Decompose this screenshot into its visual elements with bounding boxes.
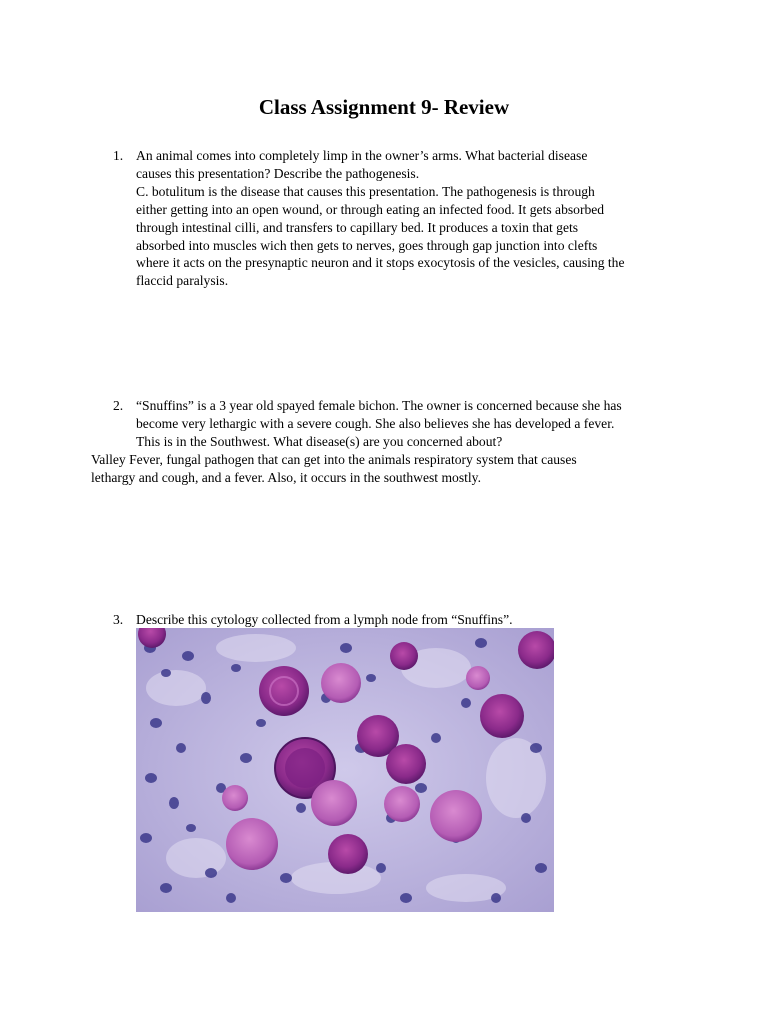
answer-text-line: either getting into an open wound, or through eating an infected food. It gets absorbed bbox=[136, 201, 605, 217]
answer-text-line: C. botulitum is the disease that causes this presentation. The pathogenesis is through bbox=[136, 183, 595, 199]
question-number: 1. bbox=[113, 148, 124, 163]
question-text-line: become very lethargic with a severe cough. She also believes she has developed a fever. bbox=[136, 415, 615, 431]
question-number: 2. bbox=[113, 398, 124, 413]
question-text-line: Describe this cytology collected from a lymph node from “Snuffins”. bbox=[136, 612, 513, 627]
question-text-line: “Snuffins” is a 3 year old spayed female bichon. The owner is concerned because she has bbox=[136, 398, 622, 413]
answer-text-line: absorbed into muscles wich then gets to nerves, goes through gap junction into clefts bbox=[136, 237, 598, 253]
answer-text-line: lethargy and cough, and a fever. Also, it occurs in the southwest mostly. bbox=[91, 469, 481, 485]
cytology-micrograph-svg bbox=[136, 628, 554, 912]
answer-text-line: Valley Fever, fungal pathogen that can get into the animals respiratory system that causes bbox=[91, 452, 577, 467]
answer-2 bbox=[91, 451, 711, 487]
answer-text-line: through intestinal cilli, and transfers to capillary bed. It produces a toxin that gets bbox=[136, 219, 579, 235]
answer-text-line: where it acts on the presynaptic neuron and it stops exocytosis of the vesicles, causing the bbox=[136, 255, 625, 271]
question-text-line: causes this presentation? Describe the pathogenesis. bbox=[136, 165, 420, 181]
question-text-line: This is in the Southwest. What disease(s) are you concerned about? bbox=[136, 433, 503, 449]
question-text-line: An animal comes into completely limp in the owner’s arms. What bacterial disease bbox=[136, 148, 588, 163]
question-number: 3. bbox=[113, 612, 124, 627]
cytology-image bbox=[136, 628, 554, 912]
page-title: Class Assignment 9- Review bbox=[258, 95, 510, 119]
answer-text-line: flaccid paralysis. bbox=[136, 273, 229, 289]
